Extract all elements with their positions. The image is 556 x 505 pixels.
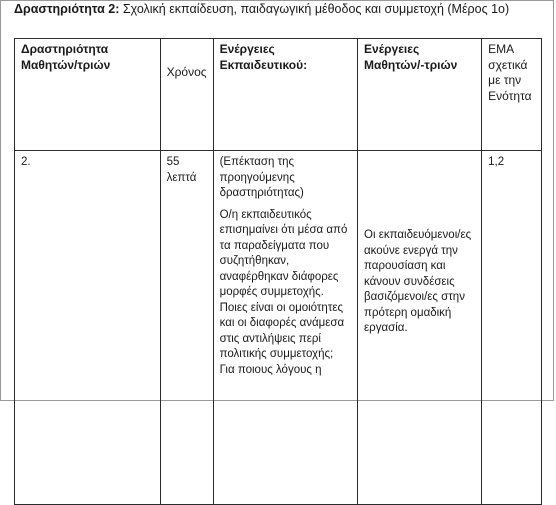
cell-ema: 1,2 [482,151,542,505]
lesson-plan-table [14,38,542,505]
teacher-intro-text: (Επέκταση της προηγούμενης δραστηριότητας) [219,156,304,199]
header-activity: Δραστηριότητα Μαθητών/τριών [15,39,161,151]
activity-heading-lead: Δραστηριότητα 2: [14,2,120,16]
activity-heading-text: Σχολική εκπαίδευση, παιδαγωγική μέθοδος και συμμετοχή (Μέρος 1ο) [119,2,510,16]
cell-duration: 55 λεπτά [160,151,213,505]
header-student-actions: Ενέργειες Μαθητών/-τριών [358,39,482,151]
teacher-body-text: Ο/η εκπαιδευτικός επισημαίνει ότι μέσα από τα παραδείγματα που συζητήθηκαν, αναφέρθηκαν διάφορες μορφές συμμετοχής. Ποιες είναι οι ομοιότητες και οι διαφορές ανάμεσα στις αντιλήψεις περί πολιτικής συμμετοχής; Για ποιους λόγους η [219,208,348,376]
header-teacher-actions: Ενέργειες Εκπαιδευτικού: [213,39,357,151]
table-header-row [15,39,542,151]
cell-teacher-actions [213,151,357,505]
cell-activity-number: 2. [15,151,161,505]
table-row [15,151,542,505]
activity-heading [14,2,544,17]
header-ema: ΕΜΑ σχετικά με την Ενότητα [482,39,542,151]
header-time: Χρόνος [160,39,213,151]
cell-student-actions: Οι εκπαιδευόμενοι/ες ακούνε ενεργά την παρουσίαση και κάνουν συνδέσεις βασιζόμενοι/ες στην πρότερη ομαδική εργασία. [358,151,482,505]
